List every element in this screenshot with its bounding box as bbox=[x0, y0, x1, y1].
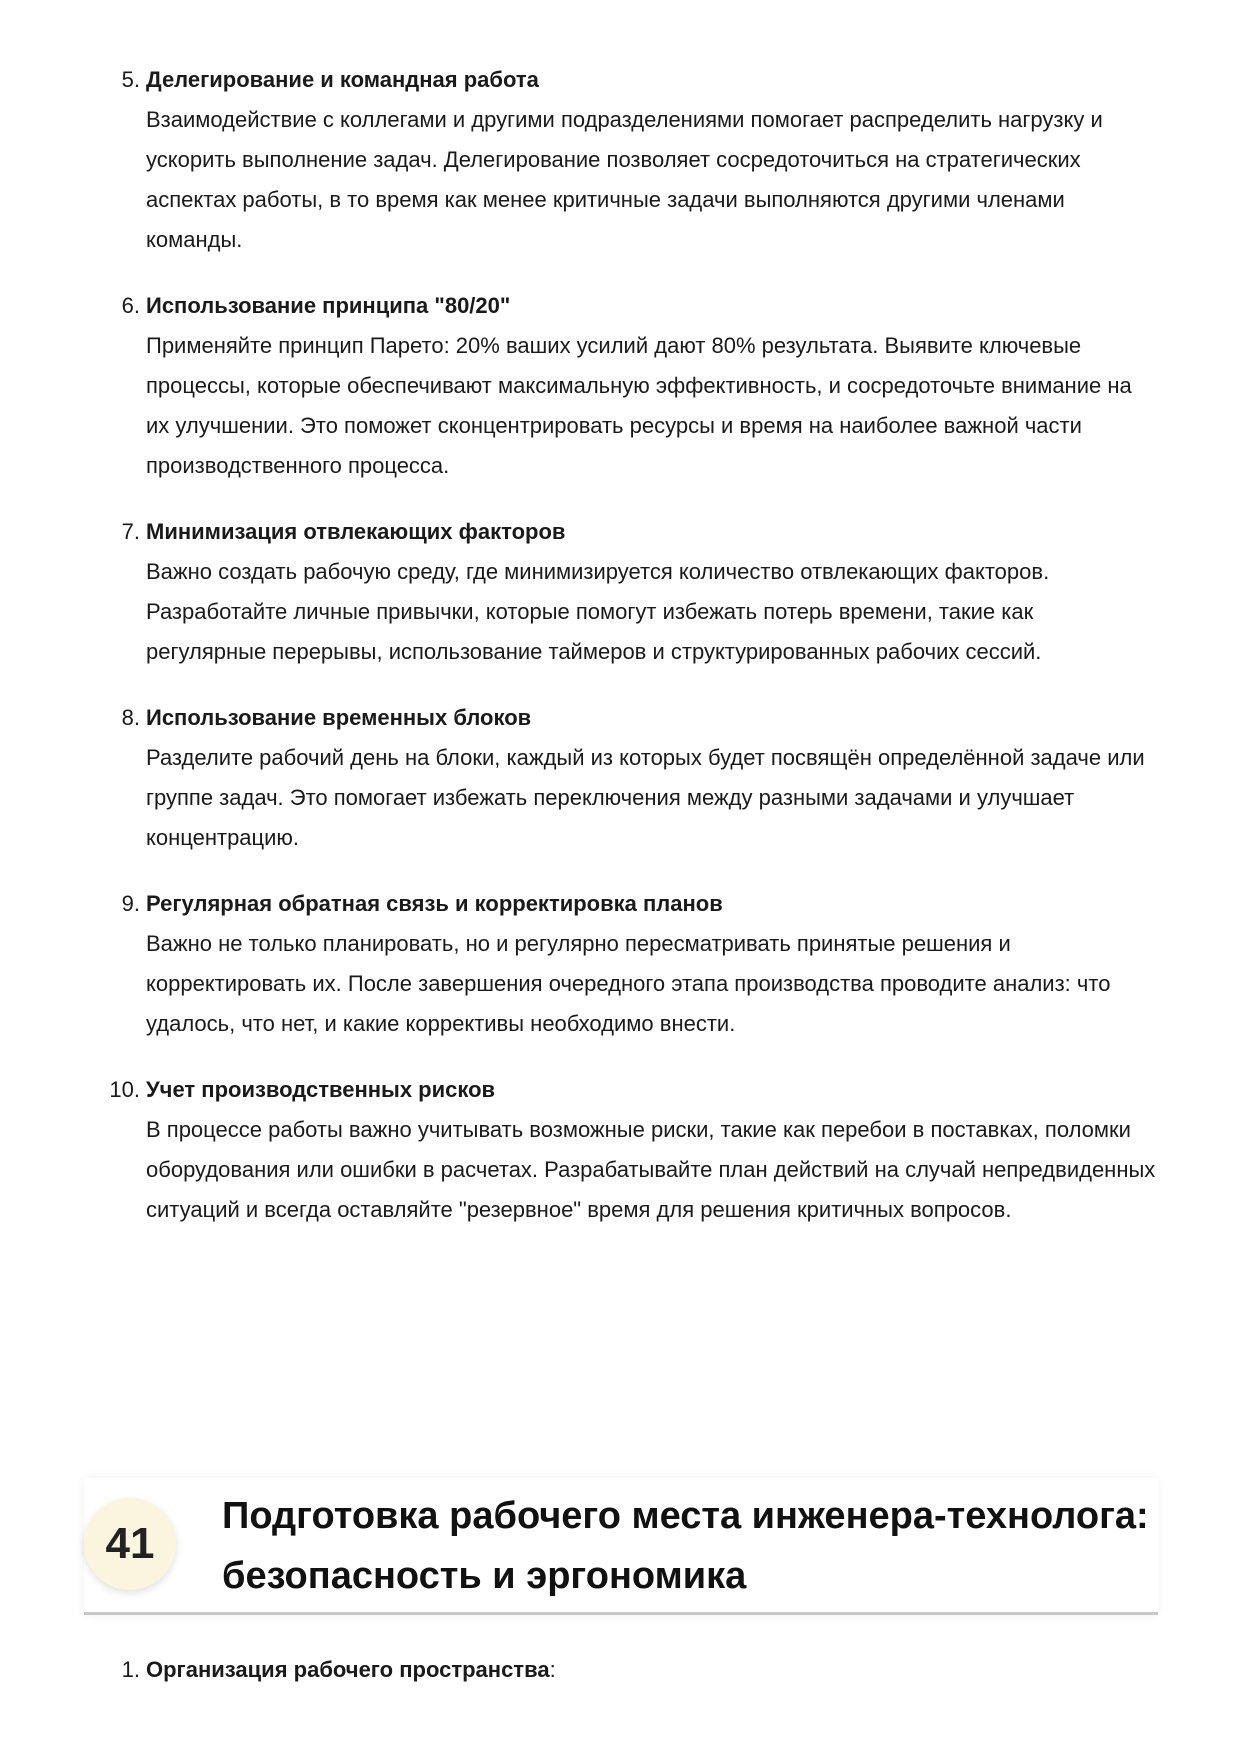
list-item bbox=[0, 512, 1239, 672]
item-number: 10. bbox=[109, 1077, 140, 1102]
list-item bbox=[0, 286, 1239, 486]
item-title: Делегирование и командная работа bbox=[146, 67, 539, 92]
item-title: Регулярная обратная связь и корректировка планов bbox=[146, 891, 723, 916]
item-body: Взаимодействие с коллегами и другими подразделениями помогает распределить нагрузку и ускорить выполнение задач. Делегирование позволяет сосредоточиться на стратегических аспектах работы, в то время как менее критичные задачи выполняются другими членами команды. bbox=[146, 107, 1103, 252]
item-number: 9. bbox=[121, 891, 140, 916]
numbered-list bbox=[0, 60, 1239, 1256]
item-title: Минимизация отвлекающих факторов bbox=[146, 519, 566, 544]
item-body: Разделите рабочий день на блоки, каждый из которых будет посвящён определённой задаче или группе задач. Это помогает избежать переключения между разными задачами и улучшает концентрацию. bbox=[146, 745, 1145, 850]
list-item bbox=[0, 1070, 1239, 1230]
item-body: Применяйте принцип Парето: 20% ваших усилий дают 80% результата. Выявите ключевые процессы, которые обеспечивают максимальную эффективность, и сосредоточьте внимание на их улучшении. Это поможет сконцентрировать ресурсы и время на наиболее важной части производственного процесса. bbox=[146, 333, 1132, 478]
item-body: В процессе работы важно учитывать возможные риски, такие как перебои в поставках, поломки оборудования или ошибки в расчетах. Разрабатывайте план действий на случай непредвиденных ситуаций и всегда оставляйте "резервное" время для решения критичных вопросов. bbox=[146, 1117, 1156, 1222]
item-number: 1. bbox=[121, 1657, 140, 1682]
item-line bbox=[146, 1650, 1159, 1690]
section-number-badge: 41 bbox=[84, 1498, 176, 1590]
item-title: Организация рабочего пространства bbox=[146, 1657, 550, 1682]
list-item bbox=[0, 60, 1239, 260]
section-header bbox=[84, 1478, 1158, 1615]
item-body: Важно создать рабочую среду, где минимизируется количество отвлекающих факторов. Разработайте личные привычки, которые помогут избежать потерь времени, такие как регулярные перерывы, использование таймеров и структурированных рабочих сессий. bbox=[146, 559, 1050, 664]
item-number: 5. bbox=[121, 67, 140, 92]
item-number: 6. bbox=[121, 293, 140, 318]
list-item bbox=[0, 884, 1239, 1044]
item-body: Важно не только планировать, но и регулярно пересматривать принятые решения и корректировать их. После завершения очередного этапа производства проводите анализ: что удалось, что нет, и какие коррективы необходимо внести. bbox=[146, 931, 1111, 1036]
item-number: 8. bbox=[121, 705, 140, 730]
list-item bbox=[0, 698, 1239, 858]
item-number: 7. bbox=[121, 519, 140, 544]
section-title: Подготовка рабочего места инженера-технолога: безопасность и эргономика bbox=[222, 1495, 1149, 1597]
section-list bbox=[0, 1650, 1239, 1716]
item-title: Использование принципа "80/20" bbox=[146, 293, 511, 318]
list-item bbox=[0, 1650, 1239, 1690]
item-title: Учет производственных рисков bbox=[146, 1077, 496, 1102]
item-suffix: : bbox=[549, 1657, 556, 1682]
item-title: Использование временных блоков bbox=[146, 705, 532, 730]
